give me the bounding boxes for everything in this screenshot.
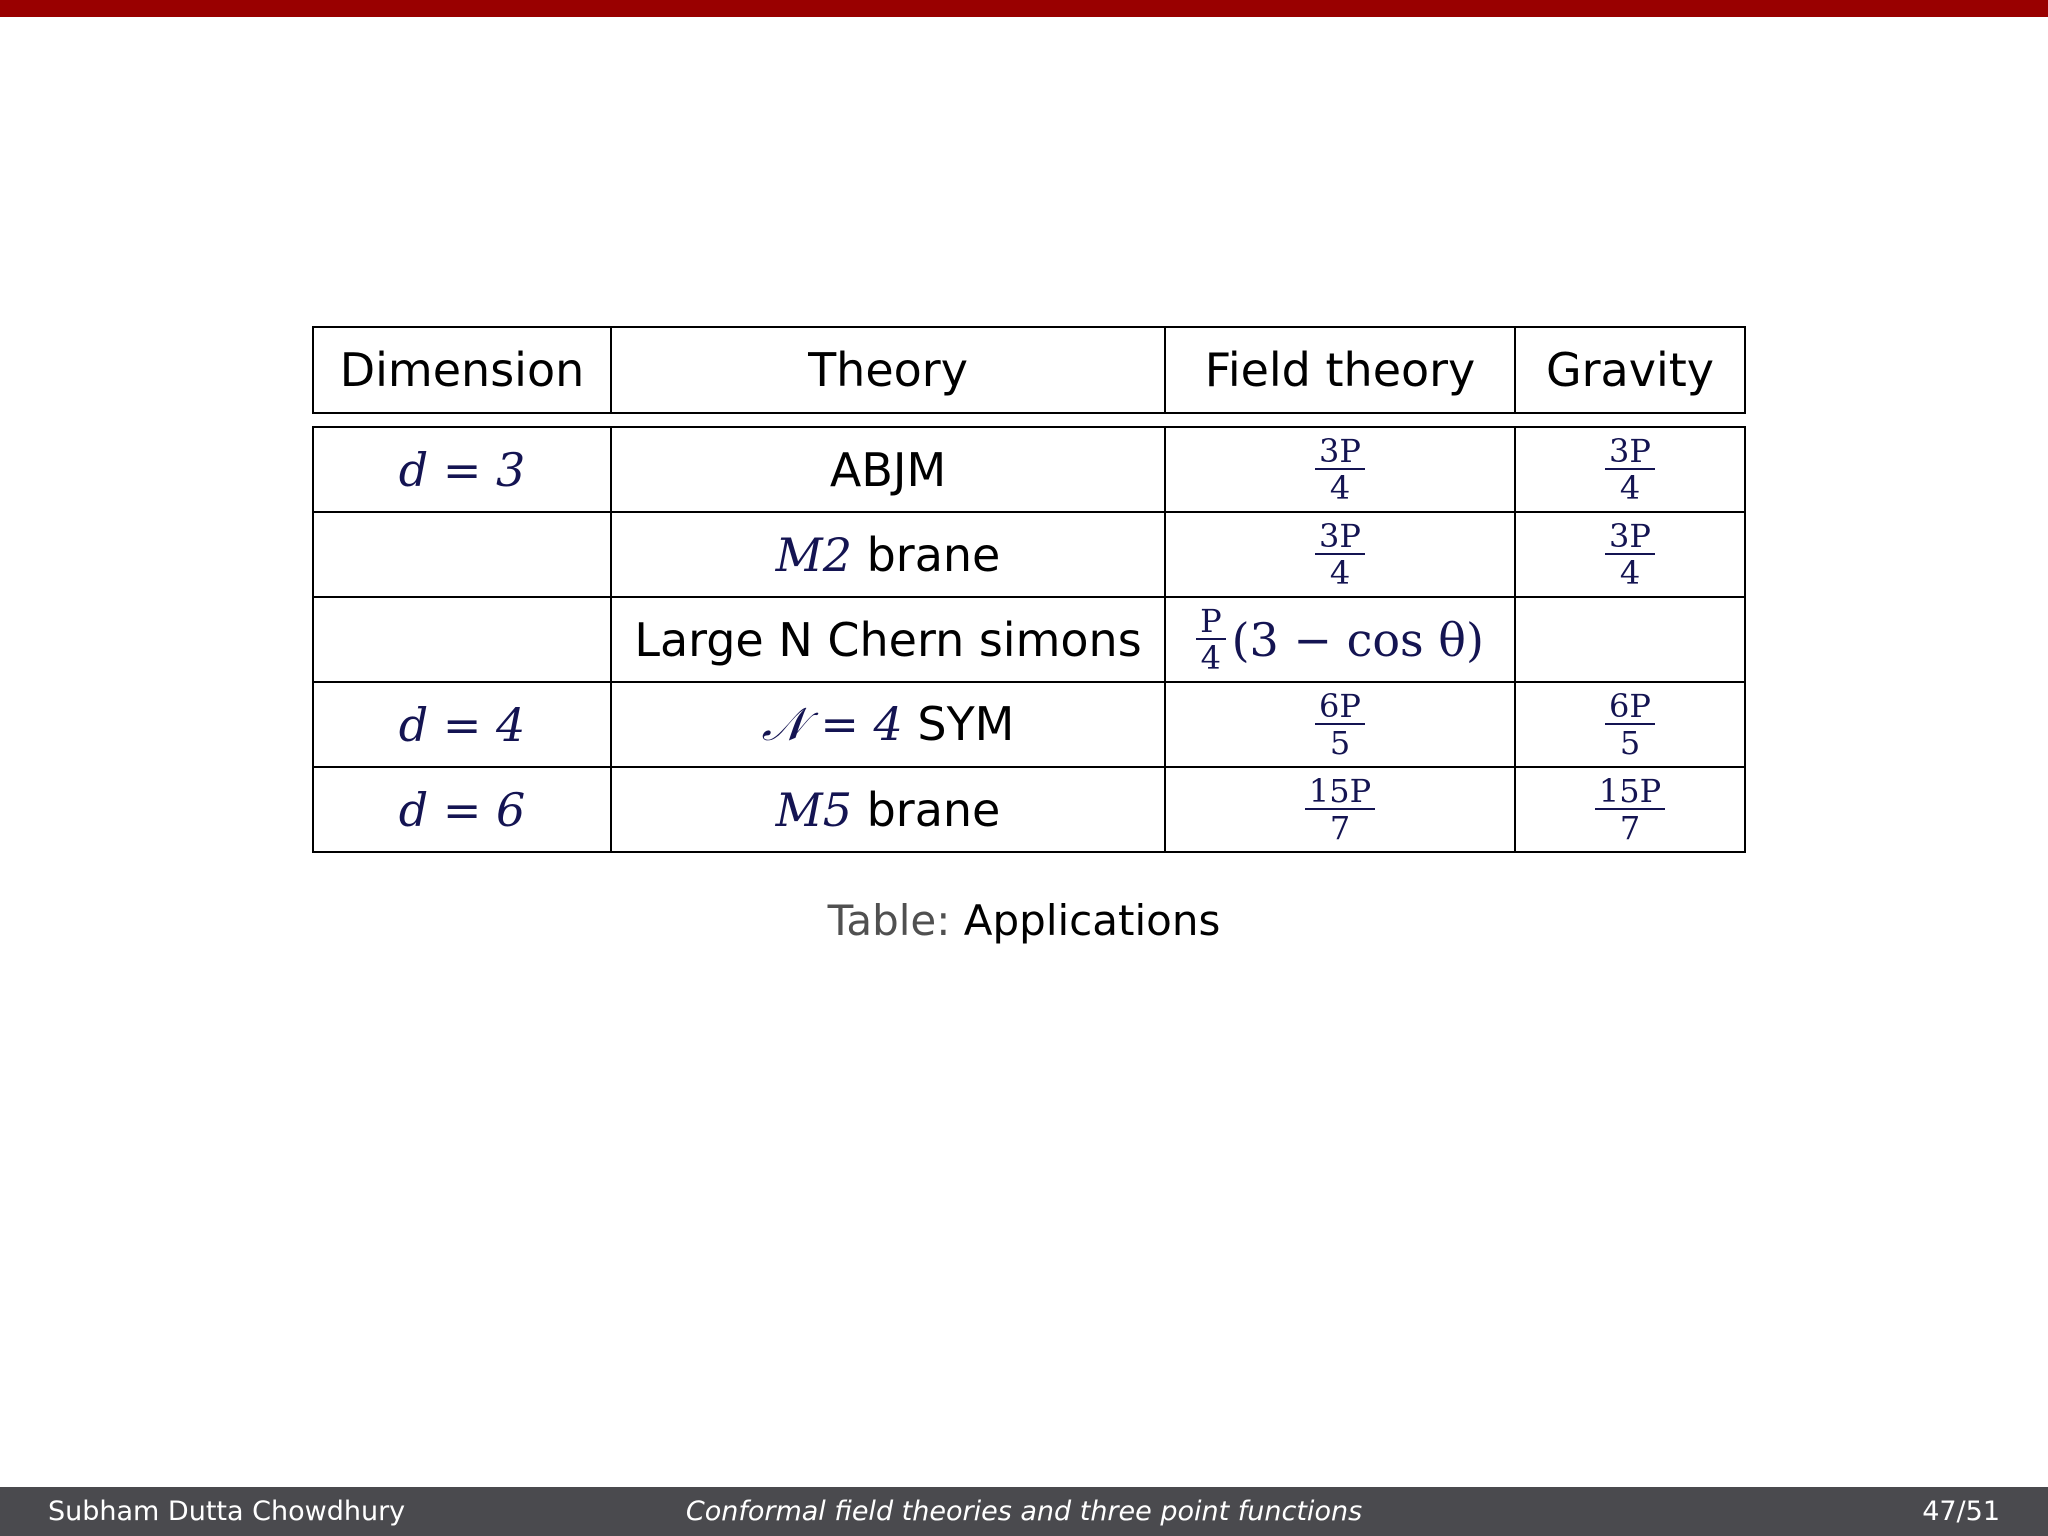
field-theory-numerator: 15P: [1305, 775, 1375, 810]
header-dimension: Dimension: [313, 327, 611, 413]
gravity-numerator: 3P: [1605, 435, 1655, 470]
cell-gravity: [1515, 767, 1745, 852]
cell-dimension: [313, 767, 611, 852]
theory-text: ABJM: [829, 442, 947, 497]
theory-math: M2: [775, 527, 852, 582]
footer-title: Conformal field theories and three point functions: [685, 1496, 1363, 1527]
footer-author: Subham Dutta Chowdhury: [48, 1496, 406, 1527]
cell-dimension: [313, 597, 611, 682]
fraction: [1605, 687, 1655, 762]
table-row: [313, 767, 1745, 852]
table-row: [313, 682, 1745, 767]
top-accent-bar: [0, 0, 2048, 17]
cell-field-theory: [1165, 512, 1515, 597]
field-theory-denominator: 4: [1329, 469, 1351, 507]
cell-gravity: [1515, 682, 1745, 767]
header-gravity: Gravity: [1515, 327, 1745, 413]
cell-dimension: [313, 682, 611, 767]
cell-gravity: [1515, 597, 1745, 682]
theory-text: brane: [851, 782, 1001, 837]
table-header: [312, 326, 1746, 414]
field-theory-denominator: 4: [1200, 639, 1221, 677]
field-theory-numerator: 3P: [1315, 520, 1365, 555]
table-caption: [0, 896, 2048, 945]
dimension-value: d = 3: [398, 442, 526, 497]
cell-dimension: [313, 512, 611, 597]
cell-theory: [611, 597, 1165, 682]
cell-theory: [611, 427, 1165, 512]
theory-text: SYM: [902, 696, 1015, 751]
applications-table: [312, 426, 1746, 853]
gravity-denominator: 4: [1619, 469, 1641, 507]
cell-theory: [611, 512, 1165, 597]
gravity-numerator: 15P: [1595, 775, 1665, 810]
fraction: [1315, 517, 1365, 592]
theory-math: 𝒩 = 4: [761, 696, 903, 751]
gravity-denominator: 5: [1619, 724, 1641, 762]
field-theory-numerator: P: [1196, 605, 1226, 640]
gravity-numerator: 6P: [1605, 690, 1655, 725]
field-theory-denominator: 5: [1329, 724, 1351, 762]
theory-text: brane: [851, 527, 1001, 582]
caption-label: Table:: [827, 896, 951, 945]
cell-field-theory: [1165, 682, 1515, 767]
caption-text: Applications: [963, 896, 1221, 945]
gravity-numerator: 3P: [1605, 520, 1655, 555]
gravity-denominator: 4: [1619, 554, 1641, 592]
cell-theory: [611, 767, 1165, 852]
fraction: [1605, 432, 1655, 507]
fraction: [1305, 772, 1375, 847]
footer-bar: [0, 1487, 2048, 1536]
header-theory: Theory: [611, 327, 1165, 413]
cell-gravity: [1515, 427, 1745, 512]
field-theory-factor: (3 − cos θ): [1231, 612, 1484, 667]
dimension-value: d = 4: [398, 697, 526, 752]
table-row: [313, 427, 1745, 512]
fraction: [1605, 517, 1655, 592]
field-theory-numerator: 6P: [1315, 690, 1365, 725]
theory-text: Large N Chern simons: [634, 612, 1142, 667]
cell-field-theory: [1165, 597, 1515, 682]
cell-theory: [611, 682, 1165, 767]
cell-gravity: [1515, 512, 1745, 597]
header-row: [313, 327, 1745, 413]
footer-page-number: 47/51: [1922, 1496, 2000, 1527]
field-theory-numerator: 3P: [1315, 435, 1365, 470]
gravity-denominator: 7: [1619, 809, 1641, 847]
dimension-value: d = 6: [398, 782, 526, 837]
theory-math: M5: [775, 782, 852, 837]
fraction: [1315, 687, 1365, 762]
fraction: [1595, 772, 1665, 847]
cell-field-theory: [1165, 767, 1515, 852]
table-row: [313, 597, 1745, 682]
fraction: [1315, 432, 1365, 507]
field-theory-denominator: 4: [1329, 554, 1351, 592]
fraction: [1196, 602, 1226, 677]
field-theory-denominator: 7: [1329, 809, 1351, 847]
cell-dimension: [313, 427, 611, 512]
header-field-theory: Field theory: [1165, 327, 1515, 413]
table-row: [313, 512, 1745, 597]
cell-field-theory: [1165, 427, 1515, 512]
